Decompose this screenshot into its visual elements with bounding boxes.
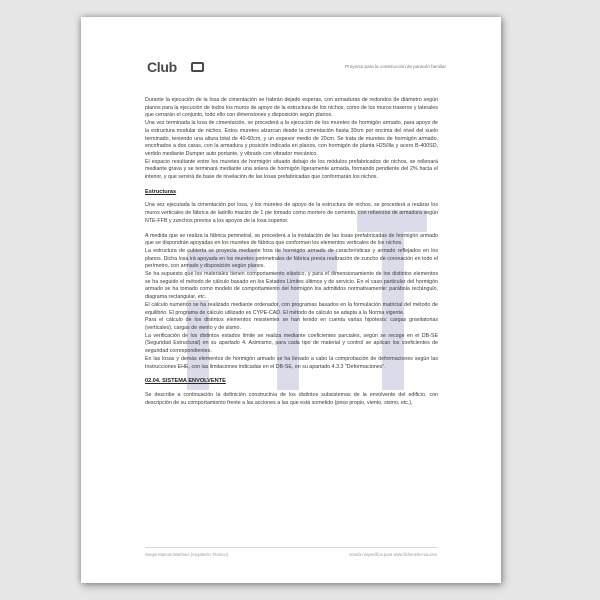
paragraph: La estructura de cubierta se proyecta mediante losa de hormigón armado de características y armado reflejados en los planos. Dicha losa irá apoyada en los muretes perimetrales de fábrica previa realización de zuncho de coronación en todo el perímetro, con armado y disposición según planos.	[145, 247, 438, 270]
logo-box-icon	[191, 62, 204, 72]
envolvente-section	[145, 392, 438, 407]
logo-text: Club	[147, 59, 177, 75]
paragraph: La verificación de los distintos estados límite se realiza mediante coeficientes parciales, según se recoge en el DB-SE (Seguridad Estructural) en su apartado 4. Asimismo, para cada tipo de material y control se aplican los coeficientes de seguridad correspondientes.	[145, 332, 438, 355]
club-logo	[147, 59, 207, 77]
paragraph: Se ha supuesto que los materiales tienen comportamiento elástico, y para el dimensionamiento de los distintos elementos se ha seguido el método de cálculo basado en los Estados Límites últimos y de servicio. En el caso particular del hormigón armado se ha tomado como modelo de comportamiento del hormigón los admitidos normativamente: parábola rectángulo, diagrama rectangular, etc.	[145, 271, 438, 301]
paragraph: Para el cálculo de los distintos elementos resistentes se han tenido en cuenta varias hipótesis: cargas gravitatorias (verticales), cargas de viento y de sismo.	[145, 317, 438, 331]
section-heading-envolvente: 02.04. SISTEMA ENVOLVENTE	[145, 378, 226, 385]
paragraph: El espacio resultante entre los muretes de hormigón situado debajo de los módulos prefabricados de nichos, se rellenará mediante grava y se terminará mediante una solera de hormigón ligeramente armada, formando pendiente del 2% hacia el interior, y que servirá de base de nivelación de las losas prefabricadas que conformarán los nichos.	[145, 158, 438, 181]
paragraph: A medida que se realiza la fábrica perimetral, se procederá a la instalación de las losas prefabricadas de hormigón armado que se dispondrán apoyadas en los muretes de fábrica que conforman los elementos verticales de los nichos.	[145, 232, 438, 247]
paragraph: El cálculo numérico se ha realizado mediante ordenador, con programas basados en la formulación matricial del método de equilibrio. El programa de cálculo utilizado es CYPE-CAD. El método de cálculo se adapta a la Norma vigente.	[145, 301, 438, 316]
section-heading-estructuras: Estructuras	[145, 188, 177, 195]
paragraph: En las losas y demás elementos de hormigón armado se ha llevado a cabo la comprobación de deformaciones según las Instrucciones EHE, con las limitaciones indicadas en el DB-SE, en su apartado 4.3.3 "Deformaciones".	[145, 355, 438, 370]
document-page	[81, 17, 501, 583]
paragraph: Se describe a continuación la definición constructiva de los distintos subsistemas de la envolvente del edificio, con descripción de su comportamiento frente a las acciones a las que está sometido (peso propio, viento, sismo, etc.),	[145, 391, 438, 406]
header-title: Proyecto para la construcción de panteón familiar	[345, 64, 446, 69]
paragraph: Durante la ejecución de la losa de cimentación se habrán dejado esperas, con armaduras de redondos de diámetro según planos para la ejecución de todos los muros de apoyo de la estructura de los nichos, como de los muros traseros y laterales que cerrarán el conjunto, todo ello con dimensiones y disposición según planos.	[145, 97, 438, 119]
paragraph: Una vez ejecutada la cimentación por losa, y los muretes de apoyo de la estructura de nichos, se procederá a realizar los muros verticales de fábrica de ladrillo macizo de 1 pie tomado como mortero de cemento, con refuerzos de armadura según NTE-FFB y zunchos previos a los apoyos de la losa superior.	[145, 202, 438, 224]
page-footer	[145, 547, 437, 557]
footer-version: Versión específica para www.fichenelecnia.com	[348, 552, 437, 557]
footer-author: Sergio Marcos Martínez (Arquitecto Técnico)	[145, 552, 229, 557]
estructuras-section	[145, 202, 438, 371]
intro-section	[145, 97, 438, 182]
document-body	[145, 97, 438, 407]
paragraph: Una vez terminada la losa de cimentación, se procederá a la ejecución de los muretes de hormigón armado, para apoyo de la estructura modular de nichos. Estos muretes alzarcan desde la cimentación hasta 30cm por encima del nivel del suelo terminado, teniendo una altura total de 40-60cm, y un espesor medio de 20cm. Se trata de muretes de hormigón armado, encofrados a dos caras, con la armadura y posición indicada en planos, con hormigón de planta H25/llla y acero B-400SD, vertido mediante Dumper auto portante, y vibrado con vibrador mecánico.	[145, 120, 438, 157]
